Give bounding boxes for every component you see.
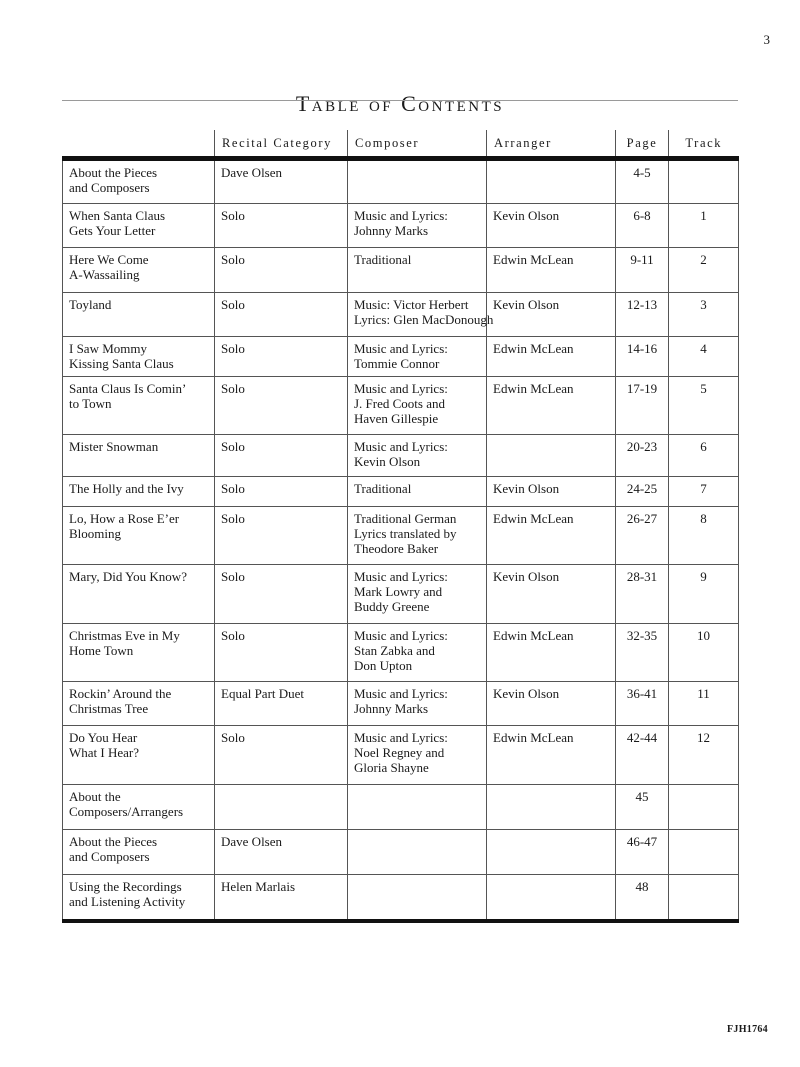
header-title — [63, 130, 215, 159]
composer-line: Kevin Olson — [354, 454, 421, 469]
page-cell: 17-19 — [616, 377, 669, 435]
page-cell: 24-25 — [616, 477, 669, 507]
composer-cell — [348, 293, 494, 337]
arranger-cell: Kevin Olson — [487, 565, 616, 624]
track-cell: 2 — [669, 248, 739, 293]
title-line: Santa Claus Is Comin’ — [69, 381, 187, 396]
header-page: Page — [616, 130, 669, 159]
page-cell: 26-27 — [616, 507, 669, 565]
category-cell: Solo — [215, 248, 348, 293]
arranger-cell: Edwin McLean — [487, 377, 616, 435]
page-cell: 20-23 — [616, 435, 669, 477]
title-cell — [63, 293, 215, 337]
table-row — [63, 507, 739, 565]
table-row — [63, 624, 739, 682]
category-cell: Helen Marlais — [215, 875, 348, 921]
track-cell — [669, 830, 739, 875]
composer-cell — [348, 624, 487, 682]
title-line: Kissing Santa Claus — [69, 356, 174, 371]
table-row — [63, 204, 739, 248]
title-line: What I Hear? — [69, 745, 140, 760]
title-line: About the — [69, 789, 121, 804]
composer-line: Music and Lyrics: — [354, 686, 448, 701]
composer-cell — [348, 159, 487, 204]
category-cell: Solo — [215, 726, 348, 785]
table-row — [63, 477, 739, 507]
composer-cell — [348, 682, 487, 726]
arranger-cell: Kevin Olson — [487, 477, 616, 507]
composer-cell — [348, 875, 487, 921]
composer-cell — [348, 785, 487, 830]
category-cell: Solo — [215, 477, 348, 507]
track-cell: 9 — [669, 565, 739, 624]
composer-line: Traditional — [354, 252, 412, 267]
arranger-cell: Edwin McLean — [487, 726, 616, 785]
composer-line: J. Fred Coots and — [354, 396, 445, 411]
arranger-cell: Edwin McLean — [487, 248, 616, 293]
composer-line: Lyrics translated by — [354, 526, 457, 541]
composer-line: Music and Lyrics: — [354, 341, 448, 356]
track-cell: 4 — [669, 337, 739, 377]
page-number: 3 — [763, 32, 770, 47]
composer-line: Don Upton — [354, 658, 413, 673]
composer-cell — [348, 337, 487, 377]
title-cell — [63, 337, 215, 377]
table-body — [63, 159, 739, 921]
title-line: Using the Recordings — [69, 879, 182, 894]
track-cell: 7 — [669, 477, 739, 507]
header-row — [63, 130, 739, 159]
composer-line: Lyrics: Glen MacDonough — [354, 312, 494, 327]
page-cell: 28-31 — [616, 565, 669, 624]
track-cell: 10 — [669, 624, 739, 682]
composer-line: Music and Lyrics: — [354, 628, 448, 643]
header-recital-category: Recital Category — [215, 130, 348, 159]
table-row — [63, 435, 739, 477]
arranger-cell — [487, 435, 616, 477]
page-cell: 12-13 — [616, 293, 669, 337]
page-cell: 9-11 — [616, 248, 669, 293]
track-cell: 11 — [669, 682, 739, 726]
category-cell: Solo — [215, 293, 348, 337]
title-line: Rockin’ Around the — [69, 686, 172, 701]
track-cell — [669, 875, 739, 921]
composer-cell — [348, 507, 487, 565]
title-cell — [63, 377, 215, 435]
title-line: Do You Hear — [69, 730, 138, 745]
composer-cell — [348, 830, 487, 875]
composer-cell — [348, 204, 487, 248]
title-cell — [63, 565, 215, 624]
composer-cell — [348, 248, 487, 293]
composer-line: Haven Gillespie — [354, 411, 439, 426]
composer-line: Music and Lyrics: — [354, 730, 448, 745]
track-cell: 3 — [669, 293, 739, 337]
arranger-cell — [487, 785, 616, 830]
arranger-cell — [487, 159, 616, 204]
title-line: Christmas Tree — [69, 701, 149, 716]
track-cell: 6 — [669, 435, 739, 477]
composer-line: Johnny Marks — [354, 701, 429, 716]
arranger-cell — [487, 875, 616, 921]
composer-cell — [348, 726, 487, 785]
table-row — [63, 785, 739, 830]
title-cell — [63, 507, 215, 565]
table-row — [63, 159, 739, 204]
composer-line: Tommie Connor — [354, 356, 440, 371]
composer-line: Traditional — [354, 481, 412, 496]
page-cell: 45 — [616, 785, 669, 830]
composer-line: Music and Lyrics: — [354, 208, 448, 223]
composer-line: Johnny Marks — [354, 223, 429, 238]
category-cell: Dave Olsen — [215, 159, 348, 204]
composer-cell — [348, 477, 487, 507]
page-cell: 14-16 — [616, 337, 669, 377]
category-cell: Solo — [215, 435, 348, 477]
category-cell: Solo — [215, 377, 348, 435]
category-cell: Dave Olsen — [215, 830, 348, 875]
composer-line: Noel Regney and — [354, 745, 445, 760]
category-cell — [215, 785, 348, 830]
title-cell — [63, 726, 215, 785]
composer-cell — [348, 377, 487, 435]
title-line: and Listening Activity — [69, 894, 186, 909]
title-line: When Santa Claus — [69, 208, 166, 223]
title-cell — [63, 682, 215, 726]
composer-cell — [348, 565, 487, 624]
composer-cell — [348, 435, 487, 477]
page-title: Table of Contents — [295, 90, 505, 116]
track-cell: 1 — [669, 204, 739, 248]
table-row — [63, 337, 739, 377]
header-composer: Composer — [348, 130, 487, 159]
page-cell: 36-41 — [616, 682, 669, 726]
title-line: Mister Snowman — [69, 439, 159, 454]
track-cell — [669, 785, 739, 830]
arranger-cell: Edwin McLean — [487, 507, 616, 565]
title-line: Mary, Did You Know? — [69, 569, 187, 584]
title-line: I Saw Mommy — [69, 341, 147, 356]
header-arranger: Arranger — [487, 130, 616, 159]
table-row — [63, 875, 739, 921]
title-cell — [63, 159, 215, 204]
title-line: Lo, How a Rose E’er — [69, 511, 180, 526]
table-row — [63, 377, 739, 435]
title-cell — [63, 830, 215, 875]
title-cell — [63, 248, 215, 293]
footer-code: FJH1764 — [727, 1024, 768, 1035]
arranger-cell: Kevin Olson — [487, 293, 616, 337]
title-cell — [63, 204, 215, 248]
title-line: Christmas Eve in My — [69, 628, 180, 643]
title-divider — [62, 100, 738, 101]
title-line: to Town — [69, 396, 112, 411]
track-cell: 5 — [669, 377, 739, 435]
category-cell: Equal Part Duet — [215, 682, 348, 726]
title-line: Home Town — [69, 643, 134, 658]
page-cell: 32-35 — [616, 624, 669, 682]
title-cell — [63, 624, 215, 682]
composer-line: Music and Lyrics: — [354, 439, 448, 454]
title-line: Toyland — [69, 297, 112, 312]
title-cell — [63, 435, 215, 477]
composer-line: Music and Lyrics: — [354, 381, 448, 396]
category-cell: Solo — [215, 507, 348, 565]
page-cell: 6-8 — [616, 204, 669, 248]
table-row — [63, 726, 739, 785]
composer-line: Buddy Greene — [354, 599, 430, 614]
category-cell: Solo — [215, 624, 348, 682]
title-cell — [63, 477, 215, 507]
title-line: Blooming — [69, 526, 122, 541]
arranger-cell: Edwin McLean — [487, 624, 616, 682]
header-track: Track — [669, 130, 739, 159]
title-line: The Holly and the Ivy — [69, 481, 184, 496]
composer-line: Gloria Shayne — [354, 760, 429, 775]
composer-line: Theodore Baker — [354, 541, 439, 556]
composer-line: Music and Lyrics: — [354, 569, 448, 584]
table-row — [63, 565, 739, 624]
page-cell: 48 — [616, 875, 669, 921]
page-cell: 4-5 — [616, 159, 669, 204]
category-cell: Solo — [215, 337, 348, 377]
title-line: Gets Your Letter — [69, 223, 156, 238]
arranger-cell: Kevin Olson — [487, 682, 616, 726]
arranger-cell: Edwin McLean — [487, 337, 616, 377]
composer-line: Music: Victor Herbert — [354, 297, 469, 312]
table-row — [63, 293, 739, 337]
composer-line: Stan Zabka and — [354, 643, 435, 658]
contents-table — [62, 130, 739, 923]
title-line: Here We Come — [69, 252, 149, 267]
category-cell: Solo — [215, 565, 348, 624]
track-cell: 8 — [669, 507, 739, 565]
title-line: About the Pieces — [69, 834, 158, 849]
title-line: About the Pieces — [69, 165, 158, 180]
table-row — [63, 248, 739, 293]
page-cell: 46-47 — [616, 830, 669, 875]
title-cell — [63, 875, 215, 921]
page-cell: 42-44 — [616, 726, 669, 785]
title-cell — [63, 785, 215, 830]
table-row — [63, 830, 739, 875]
title-line: and Composers — [69, 180, 150, 195]
composer-line: Mark Lowry and — [354, 584, 443, 599]
arranger-cell: Kevin Olson — [487, 204, 616, 248]
title-line: and Composers — [69, 849, 150, 864]
track-cell: 12 — [669, 726, 739, 785]
title-line: Composers/Arrangers — [69, 804, 184, 819]
category-cell: Solo — [215, 204, 348, 248]
composer-line: Traditional German — [354, 511, 457, 526]
title-line: A-Wassailing — [69, 267, 140, 282]
arranger-cell — [487, 830, 616, 875]
table-row — [63, 682, 739, 726]
track-cell — [669, 159, 739, 204]
